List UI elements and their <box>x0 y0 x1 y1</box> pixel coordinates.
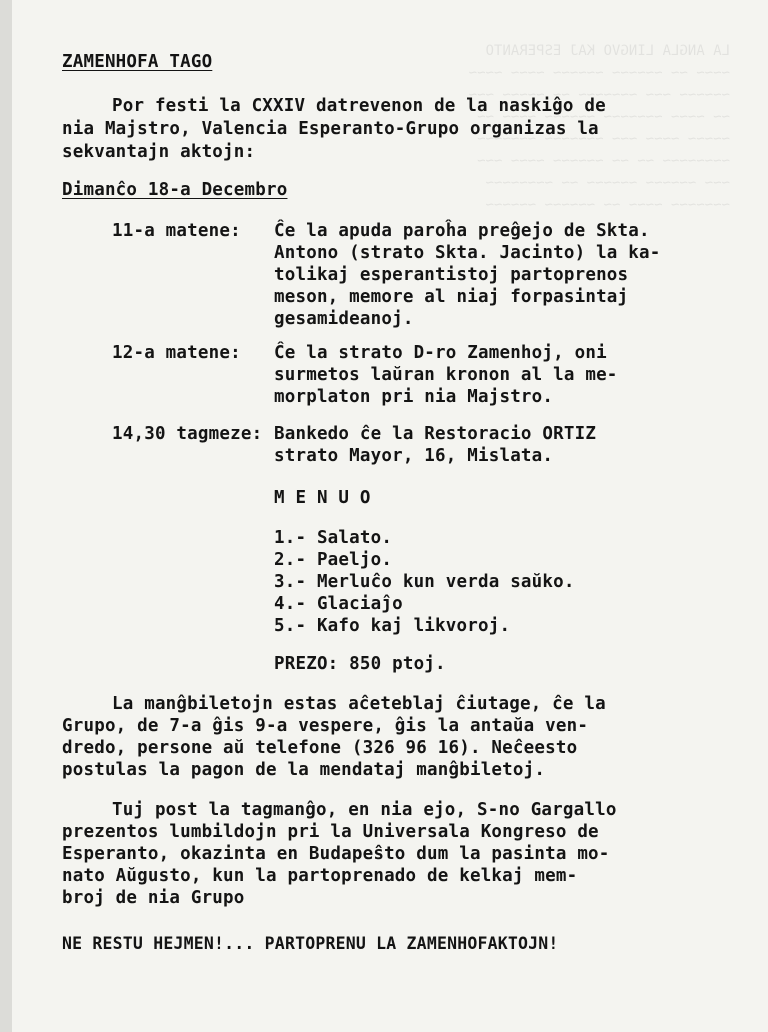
event-time: 14,30 tagmeze: <box>112 424 263 444</box>
intro-line-2: nia Majstro, Valencia Esperanto-Grupo organizas la <box>62 119 599 139</box>
slides-line: prezentos lumbildojn pri la Universala Kongreso de <box>62 822 599 842</box>
page-heading: ZAMENHOFA TAGO <box>62 52 213 72</box>
bleed-through-text: LA ANGLA LINGVO KAJ ESPERANTO ~~~~ ~~ ~~~~~~ ~~~~~~ ~~~~ ~~~~ ~~~~~~ ~~~ ~~~~~~~ ~~ ~~~~~ ~~~ ~~ ~~~~ ~~~~~~~ ~~~~~~ ~~~~ ~~ ~~~~~ ~~~~ ~~~ ~~~~~~~ ~~~~~~~ ~~~~~~~~ ~~ ~~ ~~~~~~ ~~~~ ~~~ ~~~ ~~~~~~ ~~~~~~ ~~ ~~~~~~~~ ~~~~~~~ ~~~~ ~~ ~~~~~~ ~~~~~~ <box>468 43 730 213</box>
slides-line: Esperanto, okazinta en Budapeŝto dum la pasinta mo- <box>62 844 610 864</box>
page-edge-shadow <box>0 0 12 1032</box>
event-line: Ĉe la strato D-ro Zamenhoj, oni <box>274 343 607 363</box>
slides-line: Tuj post la tagmanĝo, en nia ejo, S-no Gargallo <box>112 800 617 820</box>
event-line: tolikaj esperantistoj partoprenos <box>274 265 629 285</box>
closing-call: NE RESTU HEJMEN!... PARTOPRENU LA ZAMENHOFAKTOJN! <box>62 934 559 953</box>
menu-price: PREZO: 850 ptoj. <box>274 654 446 674</box>
event-line: Bankedo ĉe la Restoracio ORTIZ <box>274 424 597 444</box>
slides-line: broj de nia Grupo <box>62 888 245 908</box>
event-line: surmetos laŭran kronon al la me- <box>274 365 618 385</box>
tickets-line: dredo, persone aŭ telefone (326 96 16). Neĉeesto <box>62 738 578 758</box>
intro-line-1: Por festi la CXXIV datrevenon de la naskiĝo de <box>112 96 606 116</box>
event-time: 12-a matene: <box>112 343 241 363</box>
tickets-line: Grupo, de 7-a ĝis 9-a vespere, ĝis la antaŭa ven- <box>62 716 589 736</box>
event-date: Dimanĉo 18-a Decembro <box>62 180 288 200</box>
menu-item: 4.- Glaciaĵo <box>274 594 403 614</box>
event-line: meson, memore al niaj forpasintaj <box>274 287 629 307</box>
menu-item: 1.- Salato. <box>274 528 393 548</box>
event-line: gesamideanoj. <box>274 309 414 329</box>
intro-line-3: sekvantajn aktojn: <box>62 142 256 162</box>
tickets-line: postulas la pagon de la mendataj manĝbiletoj. <box>62 760 546 780</box>
tickets-line: La manĝbiletojn estas aĉeteblaj ĉiutage, ĉe la <box>112 694 606 714</box>
menu-item: 5.- Kafo kaj likvoroj. <box>274 616 511 636</box>
event-line: Antono (strato Skta. Jacinto) la ka- <box>274 243 661 263</box>
menu-item: 2.- Paeljo. <box>274 550 393 570</box>
menu-item: 3.- Merluĉo kun verda saŭko. <box>274 572 575 592</box>
event-line: strato Mayor, 16, Mislata. <box>274 446 554 466</box>
slides-line: nato Aŭgusto, kun la partoprenado de kelkaj mem- <box>62 866 578 886</box>
event-time: 11-a matene: <box>112 221 241 241</box>
event-line: Ĉe la apuda paroĥa preĝejo de Skta. <box>274 221 650 241</box>
event-line: morplaton pri nia Majstro. <box>274 387 554 407</box>
menu-title: M E N U O <box>274 488 371 508</box>
